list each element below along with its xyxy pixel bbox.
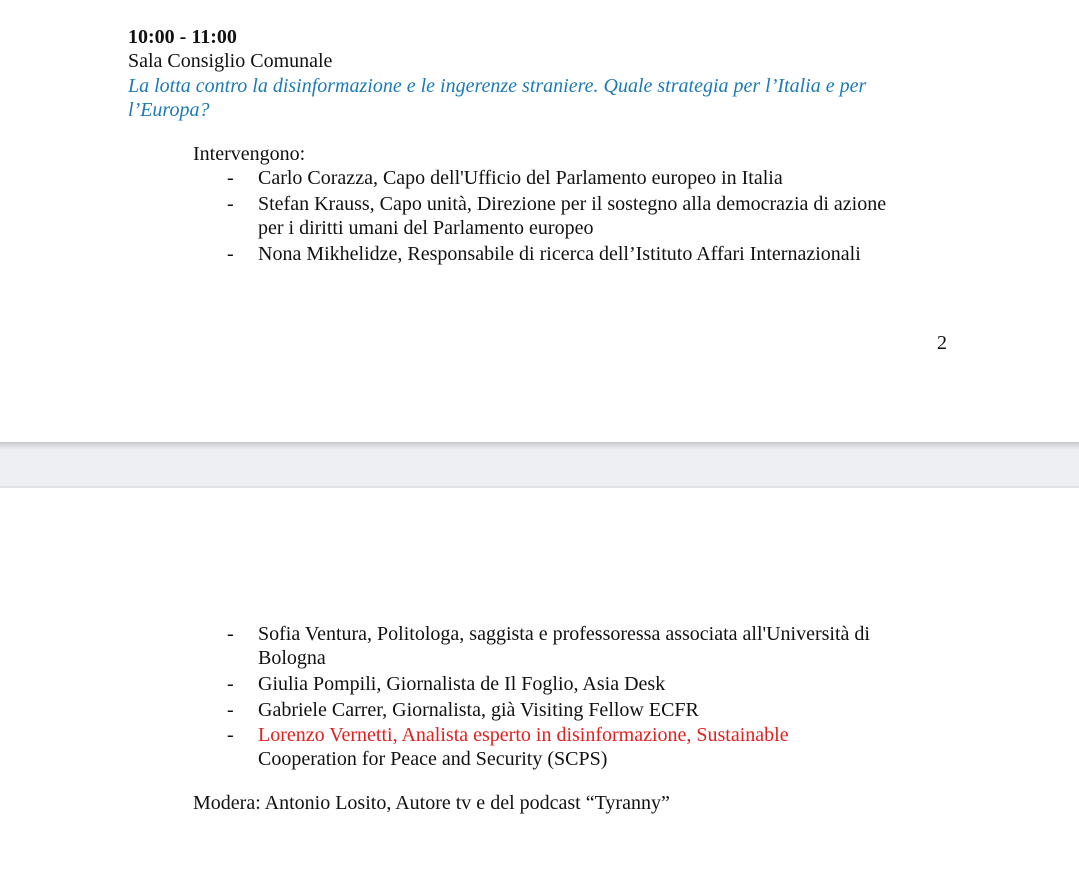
list-bullet: -: [227, 623, 234, 645]
list-bullet: -: [227, 167, 234, 189]
page-separator: [0, 442, 1079, 488]
speaker-krauss: Stefan Krauss, Capo unità, Direzione per il sostegno alla democrazia di azione: [258, 193, 887, 215]
speaker-ventura-continued: Bologna: [258, 647, 326, 669]
speaker-corazza: Carlo Corazza, Capo dell'Ufficio del Parlamento europeo in Italia: [258, 167, 783, 189]
session-room: Sala Consiglio Comunale: [128, 50, 333, 72]
session-time: 10:00 - 11:00: [128, 26, 237, 48]
speaker-krauss-continued: per i diritti umani del Parlamento europeo: [258, 217, 594, 239]
speaker-ventura: Sofia Ventura, Politologa, saggista e professoressa associata all'Università di: [258, 623, 870, 645]
session-title-line-2: l’Europa?: [128, 99, 210, 121]
page-separator-shadow: [0, 442, 1079, 450]
speaker-mikhelidze: Nona Mikhelidze, Responsabile di ricerca dell’Istituto Affari Internazionali: [258, 243, 861, 265]
speaker-vernetti-continued: Cooperation for Peace and Security (SCPS): [258, 748, 608, 770]
list-bullet: -: [227, 243, 234, 265]
speaker-vernetti: Lorenzo Vernetti, Analista esperto in disinformazione, Sustainable: [258, 724, 789, 746]
speakers-intro: Intervengono:: [193, 143, 306, 165]
speaker-pompili: Giulia Pompili, Giornalista de Il Foglio, Asia Desk: [258, 673, 666, 695]
list-bullet: -: [227, 673, 234, 695]
page-number: 2: [937, 332, 947, 354]
moderator-line: Modera: Antonio Losito, Autore tv e del podcast “Tyranny”: [193, 792, 670, 814]
speaker-carrer: Gabriele Carrer, Giornalista, già Visiting Fellow ECFR: [258, 699, 699, 721]
list-bullet: -: [227, 699, 234, 721]
list-bullet: -: [227, 724, 234, 746]
list-bullet: -: [227, 193, 234, 215]
session-title-line-1: La lotta contro la disinformazione e le ingerenze straniere. Quale strategia per l’Italia e per: [128, 75, 867, 97]
